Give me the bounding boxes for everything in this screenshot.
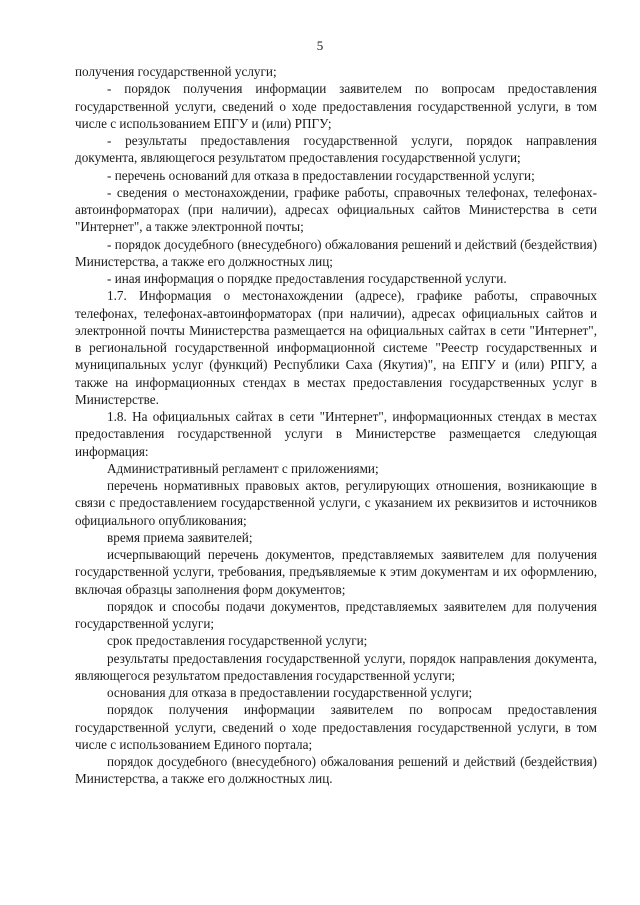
paragraph: время приема заявителей; xyxy=(107,529,253,545)
paragraph: получения государственной услуги; xyxy=(75,64,277,79)
paragraph: порядок досудебного (внесудебного) обжалования решений и действий (бездействия) Министерства, а также его должностных лиц. xyxy=(75,754,597,787)
paragraph: 1.8. На официальных сайтах в сети "Интернет", информационных стендах в местах предоставления государственной услуги в Министерстве размещается следующая информация: xyxy=(75,409,597,459)
document-body xyxy=(75,63,597,788)
paragraph: порядок и способы подачи документов, представляемых заявителем для получения государственной услуги; xyxy=(75,598,597,631)
paragraph: - результаты предоставления государственной услуги, порядок направления документа, являющегося результатом предоставления государственной услуги; xyxy=(75,133,597,166)
paragraph: исчерпывающий перечень документов, представляемых заявителем для получения государственной услуги, требования, предъявляемые к этим документам и их оформлению, включая образцы заполнения форм документов; xyxy=(75,547,597,597)
page-number: 5 xyxy=(316,38,324,53)
paragraph: порядок получения информации заявителем по вопросам предоставления государственной услуги, сведений о ходе предоставления государственной услуги, в том числе с использованием Единого портала; xyxy=(75,702,597,752)
paragraph: результаты предоставления государственной услуги, порядок направления документа, являющегося результатом предоставления государственной услуги; xyxy=(75,650,597,683)
paragraph: перечень нормативных правовых актов, регулирующих отношения, возникающие в связи с предоставлением государственной услуги, с указанием их реквизитов и источников официального опубликования; xyxy=(75,478,597,528)
paragraph: - порядок получения информации заявителем по вопросам предоставления государственной услуги, сведений о ходе предоставления государственной услуги, в том числе с использованием ЕПГУ и (или) РПГУ; xyxy=(75,81,597,131)
paragraph: срок предоставления государственной услуги; xyxy=(107,633,368,649)
paragraph: - сведения о местонахождении, графике работы, справочных телефонах, телефонах-автоинформаторах (при наличии), адресах официальных сайтов Министерства в сети "Интернет", а также электронной почты; xyxy=(75,184,597,235)
paragraph: Административный регламент с приложениями; xyxy=(107,460,379,476)
paragraph: - порядок досудебного (внесудебного) обжалования решений и действий (бездействия) Министерства, а также его должностных лиц; xyxy=(75,236,597,269)
paragraph: - перечень оснований для отказа в предоставлении государственной услуги; xyxy=(107,167,535,183)
paragraph: - иная информация о порядке предоставления государственной услуги. xyxy=(107,271,507,286)
paragraph: основания для отказа в предоставлении государственной услуги; xyxy=(107,685,473,700)
paragraph: 1.7. Информация о местонахождении (адресе), графике работы, справочных телефонах, телефонах-автоинформаторах (при наличии), адресах официальных сайтов и электронной почты Министерства размещается на официальных сайтах в сети "Интернет", в региональной государственной информационной системе "Реестр государственных и муниципальных услуг (функций) Республики Саха (Якутия)", на ЕПГУ и (или) РПГУ, а также на информационных стендах в местах предоставления государственных услуг в Министерстве. xyxy=(75,288,597,407)
